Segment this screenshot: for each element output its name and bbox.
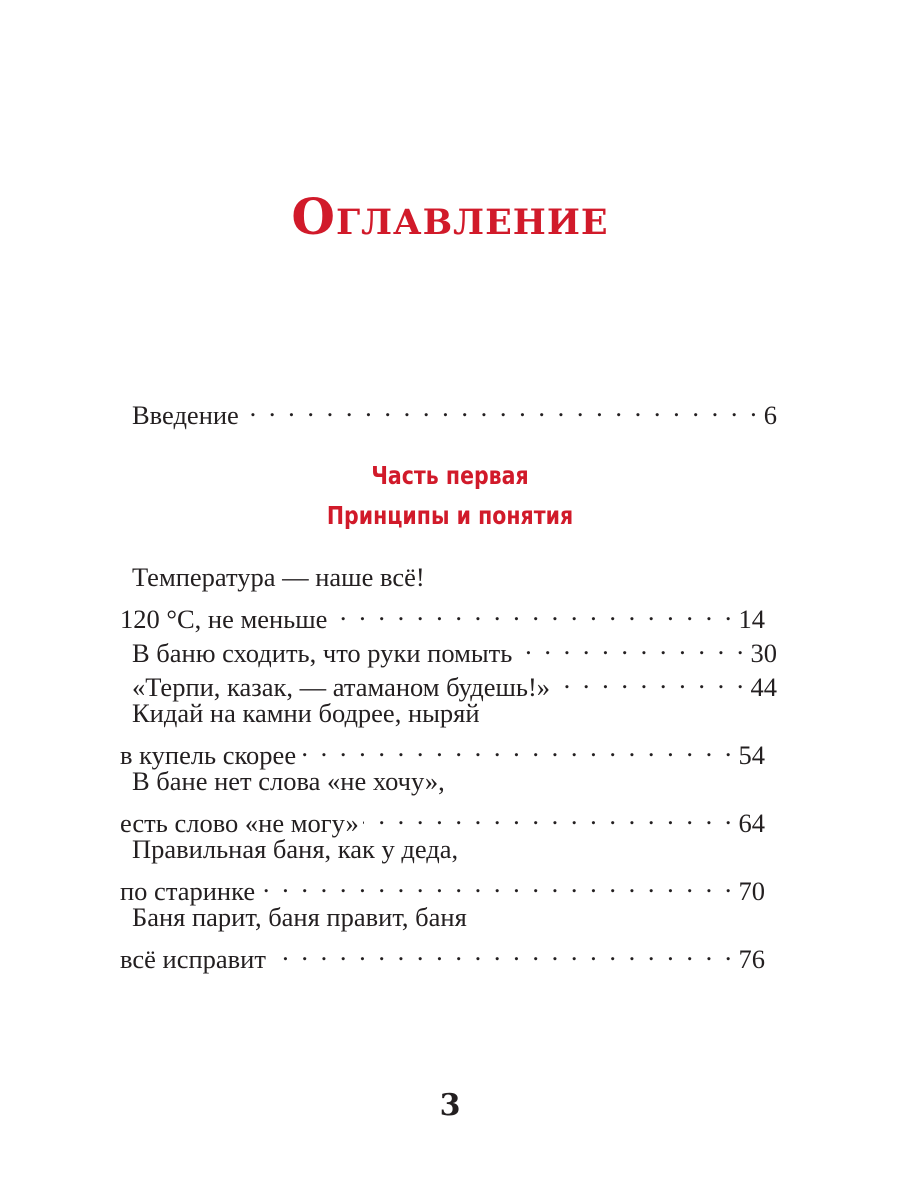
dot-leader (331, 594, 734, 628)
dot-leader (554, 662, 746, 696)
toc-entry-label: В баню сходить, что руки помыть (132, 638, 513, 668)
toc-entry-label-continued: 120 °С, не меньше (120, 604, 328, 634)
toc-page-number: 64 (738, 808, 765, 838)
dot-leader (300, 730, 734, 764)
toc-entry[interactable] (120, 832, 765, 908)
toc-page-number: 76 (738, 944, 765, 974)
toc-entry-label: В бане нет слова «не хочу», (132, 766, 445, 796)
toc-entry-label: «Терпи, казак, — атаманом будешь!» (132, 672, 551, 702)
part-heading-label: Часть первая (371, 461, 529, 490)
toc-entry[interactable] (120, 696, 765, 772)
toc-page-number: 44 (750, 672, 777, 702)
toc-entry-label: Температура — наше всё! (132, 562, 425, 592)
toc-entry-label: Баня парит, баня правит, баня (132, 902, 467, 932)
dot-leader (516, 628, 746, 662)
toc-entry[interactable] (120, 560, 765, 636)
toc-entry[interactable] (120, 764, 765, 840)
toc-page-number: 70 (738, 876, 765, 906)
toc-entry-label: Правильная баня, как у деда, (132, 834, 459, 864)
toc-entry-introduction[interactable] (120, 390, 777, 432)
toc-page-number: 14 (738, 604, 765, 634)
toc-entry-label-continued: в купель скорее (120, 740, 297, 770)
toc-page-number: 6 (763, 400, 777, 430)
toc-entry[interactable] (120, 900, 765, 976)
page-number-footer: 3 (439, 1088, 461, 1123)
toc-entry-label-continued: всё исправит (120, 944, 266, 974)
dot-leader (363, 798, 735, 832)
toc-entry-label-continued: есть слово «не могу» (120, 808, 359, 838)
toc-page-number: 30 (750, 638, 777, 668)
toc-entry-label: Введение (132, 400, 239, 430)
dot-leader (259, 866, 734, 900)
dot-leader (243, 390, 760, 424)
toc-page-number: 54 (738, 740, 765, 770)
part-heading-title: Принципы и понятия (326, 501, 574, 530)
toc-entry-label: Кидай на камни бодрее, ныряй (132, 698, 480, 728)
dot-leader (270, 934, 735, 968)
page-title: Оглавление (291, 186, 609, 246)
toc-entry-label-continued: по старинке (120, 876, 256, 906)
